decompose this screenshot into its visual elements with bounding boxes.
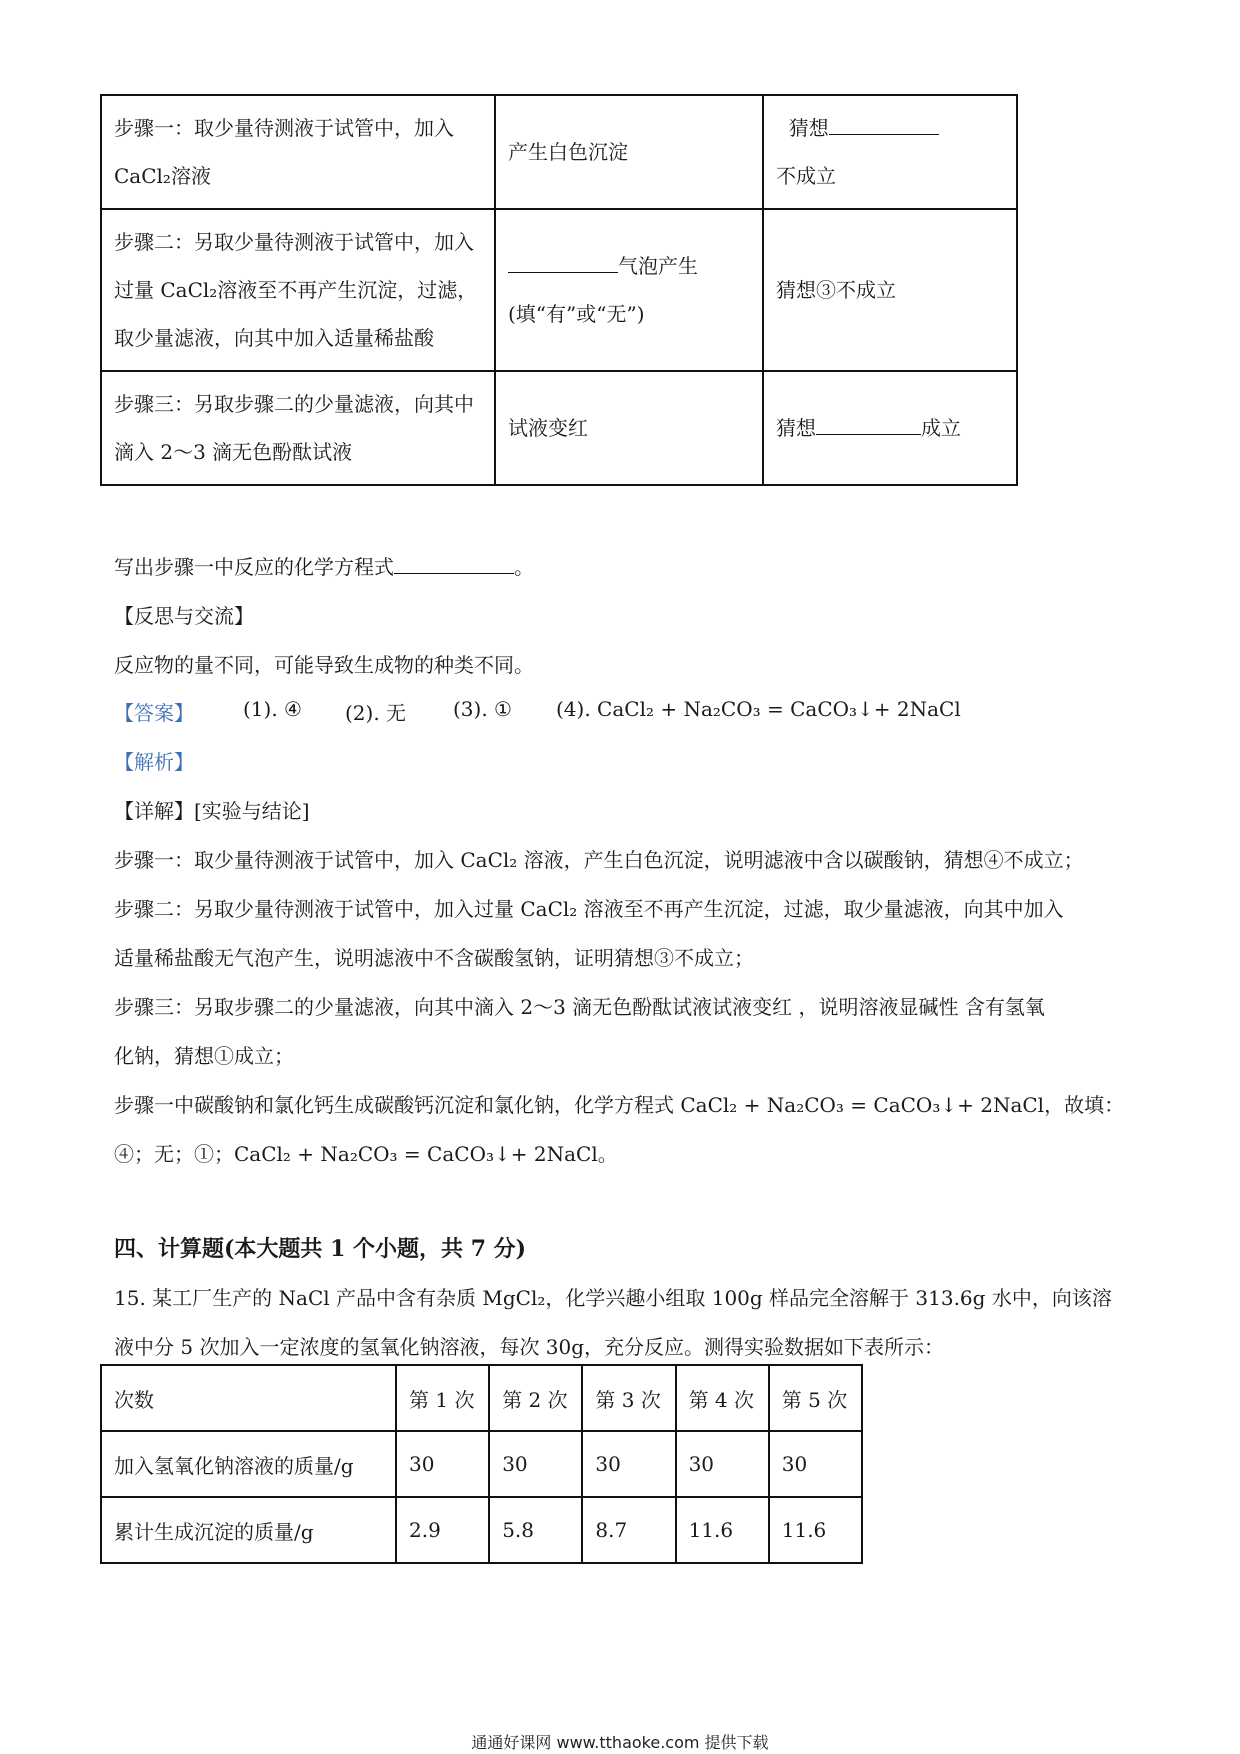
detail-line: 步骤二：另取少量待测液于试管中，加入过量 CaCl₂ 溶液至不再产生沉淀，过滤，取少量滤液，向其中加入 [114,897,1064,921]
table-cell: 30 [769,1431,862,1497]
detail-line: 步骤三：另取步骤二的少量滤液，向其中滴入 2～3 滴无色酚酞试液试液变红 ，说明溶液显碱性 含有氢氧 [114,995,1045,1019]
table-cell: 30 [489,1431,582,1497]
conclusion-cell [763,371,1017,485]
question-line [114,551,534,580]
table-row [101,209,1017,371]
problem-line: 液中分 5 次加入一定浓度的氢氧化钠溶液，每次 30g，充分反应。测得实验数据如下表所示： [114,1335,945,1359]
experiment-table [100,94,1018,486]
row-label-cell: 累计生成沉淀的质量/g [101,1497,396,1563]
question-suffix: 。 [514,555,534,579]
detail-line: 适量稀盐酸无气泡产生，说明滤液中不含碳酸氢钠，证明猜想③不成立； [114,946,754,970]
detail-line: 步骤一中碳酸钠和氯化钙生成碳酸钙沉淀和氯化钠，化学方程式 CaCl₂ + Na₂CO₃ = CaCO₃↓+ 2NaCl，故填： [114,1093,1125,1117]
answer-blank [394,553,514,574]
table-cell: 11.6 [676,1497,769,1563]
phenomenon-cell [495,209,763,371]
header-cell: 第 3 次 [582,1365,675,1431]
answer-item: (3). ① [453,697,512,721]
conclusion-suffix: 成立 [921,416,961,440]
phenomenon-cell: 产生白色沉淀 [495,95,763,209]
header-cell: 第 1 次 [396,1365,489,1431]
reflection-title: 【反思与交流】 [114,604,254,628]
table-header-row [101,1365,862,1431]
table-cell: 11.6 [769,1497,862,1563]
phenomenon-cell: 试液变红 [495,371,763,485]
table-cell: 30 [582,1431,675,1497]
detail-line: 化钠，猜想①成立； [114,1044,294,1068]
table-cell: 5.8 [489,1497,582,1563]
answer-blank [508,252,618,273]
answer-item: (1). ④ [243,697,302,721]
step-cell: 步骤三：另取步骤二的少量滤液，向其中滴入 2～3 滴无色酚酞试液 [101,371,495,485]
table-cell: 8.7 [582,1497,675,1563]
reflection-text: 反应物的量不同，可能导致生成物的种类不同。 [114,653,534,677]
header-cell: 第 2 次 [489,1365,582,1431]
phenomenon-suffix: 气泡产生 [618,254,698,278]
table-cell: 2.9 [396,1497,489,1563]
step-cell: 步骤二：另取少量待测液于试管中，加入过量 CaCl₂溶液至不再产生沉淀，过滤，取少量滤液，向其中加入适量稀盐酸 [101,209,495,371]
table-row [101,1497,862,1563]
data-table [100,1364,863,1564]
conclusion-suffix: 不成立 [776,164,836,188]
answer-item: (4). CaCl₂ + Na₂CO₃ = CaCO₃↓+ 2NaCl [556,697,961,721]
section-heading: 四、计算题(本大题共 1 个小题，共 7 分) [114,1236,527,1262]
table-row [101,371,1017,485]
table-cell: 30 [396,1431,489,1497]
answer-blank [816,414,921,435]
table-row [101,1431,862,1497]
detail-title: 【详解】[实验与结论] [114,799,310,823]
conclusion-cell: 猜想③不成立 [763,209,1017,371]
problem-line: 15. 某工厂生产的 NaCl 产品中含有杂质 MgCl₂，化学兴趣小组取 100g 样品完全溶解于 313.6g 水中，向该溶 [114,1286,1112,1310]
detail-line: ④；无；①；CaCl₂ + Na₂CO₃ = CaCO₃↓+ 2NaCl。 [114,1142,618,1166]
row-label-cell: 加入氢氧化钠溶液的质量/g [101,1431,396,1497]
answer-item: (2). 无 [345,701,407,725]
phenomenon-note: (填“有”或“无”) [508,302,645,326]
conclusion-prefix: 猜想 [776,416,816,440]
step-cell: 步骤一：取少量待测液于试管中，加入 CaCl₂溶液 [101,95,495,209]
header-cell: 第 5 次 [769,1365,862,1431]
table-row [101,95,1017,209]
header-cell: 次数 [101,1365,396,1431]
question-text: 写出步骤一中反应的化学方程式 [114,555,394,579]
conclusion-prefix: 猜想 [788,116,829,140]
detail-line: 步骤一：取少量待测液于试管中，加入 CaCl₂ 溶液，产生白色沉淀，说明滤液中含以碳酸钠，猜想④不成立； [114,848,1084,872]
answer-label: 【答案】 [114,701,194,725]
table-cell: 30 [676,1431,769,1497]
conclusion-cell [763,95,1017,209]
answer-blank [829,114,939,135]
header-cell: 第 4 次 [676,1365,769,1431]
footer-text: 通通好课网 www.tthaoke.com 提供下载 [471,1733,769,1752]
analysis-label: 【解析】 [114,750,194,774]
